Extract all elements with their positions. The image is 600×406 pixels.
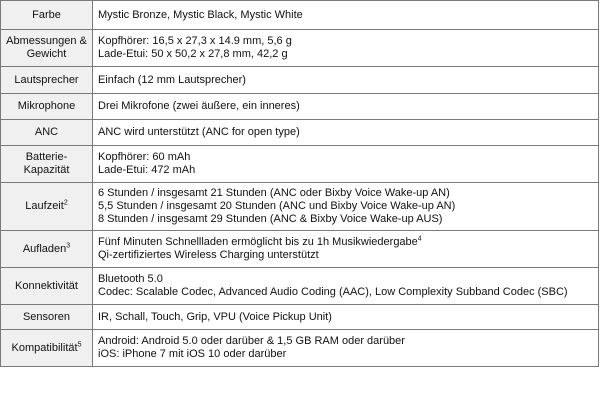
spec-value-line [98,35,593,48]
spec-value-line [98,311,593,324]
spec-row [1,120,599,146]
spec-label-cell [1,1,93,30]
spec-label: Lautsprecher [14,73,79,86]
spec-row [1,1,599,30]
spec-table-body [1,1,599,367]
spec-label: Batterie-Kapazität [23,151,70,176]
spec-value-line [98,187,593,200]
spec-row [1,231,599,268]
spec-value-line [98,286,593,299]
footnote-marker: 3 [66,241,71,249]
spec-value-text: Drei Mikrofone (zwei äußere, ein inneres) [98,100,300,112]
spec-row [1,94,599,120]
spec-value-cell [93,146,599,183]
spec-value-cell [93,120,599,146]
spec-row [1,183,599,231]
spec-value-cell [93,231,599,268]
spec-label-cell [1,94,93,120]
spec-value-line [98,151,593,164]
spec-label: ANC [34,126,59,138]
spec-label-cell [1,268,93,305]
spec-value-text: 5,5 Stunden / insgesamt 20 Stunden (ANC und Bixby Voice Wake-up AN) [98,200,456,212]
spec-label-cell [1,231,93,268]
spec-value-line [98,249,593,262]
spec-value-line [98,164,593,177]
spec-value-text: ANC wird unterstützt (ANC for open type) [98,126,300,138]
footnote-marker: 5 [77,340,82,348]
spec-row [1,67,599,94]
spec-value-cell [93,183,599,231]
spec-row [1,30,599,67]
spec-label-cell [1,30,93,67]
spec-value-line [98,236,593,249]
spec-label: Laufzeit [25,200,64,212]
spec-value-line [98,200,593,213]
spec-value-line [98,213,593,226]
spec-value-text: Qi-zertifiziertes Wireless Charging unterstützt [98,249,319,261]
spec-label: Sensoren [22,310,71,323]
spec-value-text: Mystic Bronze, Mystic Black, Mystic White [98,8,303,21]
spec-row [1,268,599,305]
spec-value-line [98,126,593,139]
spec-label: Aufladen [22,242,67,255]
footnote-marker: 2 [63,199,68,207]
spec-value-text: Kopfhörer: 60 mAh [98,151,191,163]
spec-value-text: Einfach (12 mm Lautsprecher) [98,73,246,86]
spec-value-line [98,273,593,286]
spec-value-text: 8 Stunden / insgesamt 29 Stunden (ANC & Bixby Voice Wake-up AUS) [98,213,443,225]
spec-value-text: Lade-Etui: 50 x 50,2 x 27,8 mm, 42,2 g [98,48,288,60]
spec-label-cell [1,183,93,231]
spec-label-cell [1,120,93,146]
spec-label: Mikrophone [17,100,76,112]
spec-label: Farbe [32,8,61,21]
spec-value-cell [93,1,599,30]
spec-value-text: iOS: iPhone 7 mit iOS 10 oder darüber [98,348,287,360]
spec-label: Kompatibilität [11,341,78,354]
spec-row [1,146,599,183]
spec-label: Abmessungen & Gewicht [6,35,87,60]
spec-label-cell [1,305,93,330]
spec-value-line [98,335,593,348]
spec-value-text: Fünf Minuten Schnellladen ermöglicht bis zu 1h Musikwiedergabe [98,236,418,248]
spec-label-cell [1,67,93,94]
spec-value-cell [93,330,599,367]
spec-value-text: 6 Stunden / insgesamt 21 Stunden (ANC oder Bixby Voice Wake-up AN) [98,187,450,199]
spec-row [1,330,599,367]
spec-value-line [98,48,593,61]
spec-value-cell [93,305,599,330]
spec-label-cell [1,146,93,183]
spec-value-text: Android: Android 5.0 oder darüber & 1,5 GB RAM oder darüber [98,335,405,347]
spec-value-line [98,74,593,87]
spec-value-line [98,9,593,22]
spec-value-cell [93,30,599,67]
spec-value-cell [93,94,599,120]
spec-value-text: Lade-Etui: 472 mAh [98,164,196,176]
spec-label: Konnektivität [15,279,78,292]
spec-value-text: Codec: Scalable Codec, Advanced Audio Coding (AAC), Low Complexity Subband Codec (SBC) [98,286,568,298]
footnote-marker: 4 [417,235,422,243]
spec-value-cell [93,268,599,305]
spec-value-text: Bluetooth 5.0 [98,273,163,285]
spec-value-cell [93,67,599,94]
spec-value-line [98,100,593,113]
spec-label-cell [1,330,93,367]
spec-value-text: IR, Schall, Touch, Grip, VPU (Voice Pickup Unit) [98,310,332,323]
spec-value-line [98,348,593,361]
spec-value-text: Kopfhörer: 16,5 x 27,3 x 14.9 mm, 5,6 g [98,35,292,47]
spec-row [1,305,599,330]
